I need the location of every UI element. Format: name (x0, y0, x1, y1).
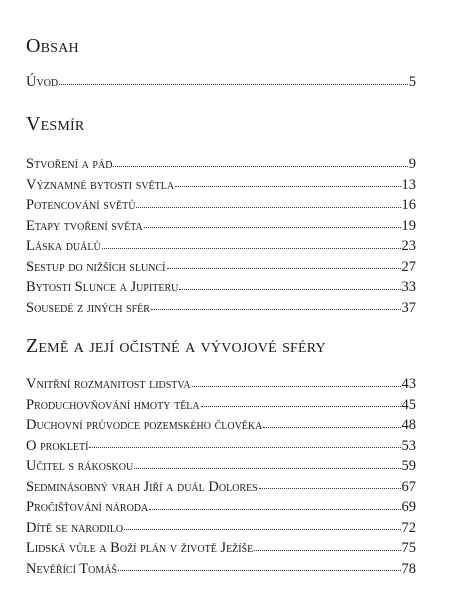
toc-entry-page: 59 (401, 458, 416, 474)
toc-entry[interactable] (26, 477, 416, 498)
dot-leader (263, 427, 400, 428)
toc-entry[interactable] (26, 257, 416, 278)
toc-entry-title: Bytosti Slunce a Jupiteru (26, 279, 179, 295)
toc-entry[interactable] (26, 456, 416, 477)
toc-entry-page: 72 (401, 519, 416, 536)
dot-leader (175, 186, 400, 187)
toc-entry-page: 43 (401, 376, 416, 392)
toc-entry-page: 48 (401, 417, 416, 433)
toc-entry[interactable] (26, 175, 416, 196)
toc-entry-page: 27 (401, 258, 416, 275)
toc-entry[interactable] (26, 395, 416, 416)
toc-entry[interactable] (26, 216, 416, 237)
toc-entry-page: 37 (401, 299, 416, 316)
toc-entry-title: Sedminásobný vrah Jiří a duál Dolores (26, 478, 258, 495)
toc-entry-page: 33 (401, 279, 416, 295)
toc-entry-title: Duchovní průvodce pozemského člověka (26, 417, 263, 433)
dot-leader (118, 570, 400, 571)
toc-entry-page: 16 (401, 197, 416, 213)
section-heading-zeme: Země a její očistné a vývojové sféry (26, 335, 326, 357)
dot-leader (151, 309, 401, 310)
toc-entry-title: Sestup do nižších sluncí (26, 258, 166, 275)
section-heading-vesmir: Vesmír (26, 113, 85, 135)
toc-entry-title: Sousedé z jiných sfér (26, 299, 150, 316)
toc-entry[interactable] (26, 154, 416, 175)
toc-entry[interactable] (26, 436, 416, 457)
dot-leader (89, 447, 400, 448)
toc-entry[interactable] (26, 415, 416, 436)
dot-leader (179, 289, 400, 290)
toc-entry[interactable] (26, 298, 416, 319)
toc-entry-page: 45 (401, 396, 416, 413)
toc-entry-page: 67 (401, 478, 416, 495)
toc-entry-page: 78 (401, 560, 416, 577)
toc-entry-title: Etapy tvoření světa (26, 217, 143, 234)
dot-leader (144, 227, 401, 228)
section-list-zeme (26, 374, 416, 579)
toc-entry-page: 19 (401, 217, 416, 234)
toc-entry-page: 75 (401, 540, 416, 556)
dot-leader (136, 207, 400, 208)
toc-entry[interactable] (26, 277, 416, 298)
toc-entry-title: Úvod (26, 74, 59, 90)
dot-leader (102, 248, 401, 249)
toc-entry-page: 5 (408, 74, 416, 90)
toc-entry-title: Potencování světů (26, 197, 136, 213)
toc-entry[interactable] (26, 236, 416, 257)
dot-leader (192, 386, 401, 387)
toc-entry-page: 23 (401, 238, 416, 254)
toc-entry[interactable] (26, 72, 416, 93)
intro-list (26, 72, 416, 93)
dot-leader (259, 488, 401, 489)
dot-leader (254, 550, 400, 551)
toc-entry[interactable] (26, 538, 416, 559)
dot-leader (113, 166, 407, 167)
toc-entry[interactable] (26, 559, 416, 580)
toc-entry-title: Dítě se narodilo (26, 519, 124, 536)
toc-entry-title: Pročišťování národa (26, 499, 149, 515)
toc-entry-title: Láska duálů (26, 238, 101, 254)
toc-entry-title: Vnitřní rozmanitost lidstva (26, 376, 191, 392)
dot-leader (59, 84, 408, 85)
dot-leader (149, 509, 400, 510)
toc-entry-page: 13 (401, 176, 416, 193)
toc-entry-page: 53 (401, 437, 416, 454)
toc-entry[interactable] (26, 195, 416, 216)
toc-entry-title: Nevěřící Tomáš (26, 560, 118, 577)
contents-heading: Obsah (26, 35, 79, 57)
dot-leader (201, 406, 401, 407)
toc-entry-title: O prokletí (26, 437, 89, 454)
section-list-vesmir (26, 154, 416, 318)
toc-entry-page: 69 (401, 499, 416, 515)
toc-entry[interactable] (26, 518, 416, 539)
toc-entry-title: Lidská vůle a Boží plán v životě Ježíše (26, 540, 254, 556)
toc-entry[interactable] (26, 374, 416, 395)
toc-entry-title: Stvoření a pád (26, 156, 113, 172)
dot-leader (167, 268, 401, 269)
toc-entry-title: Učitel s rákoskou (26, 458, 134, 474)
dot-leader (134, 468, 400, 469)
toc-entry[interactable] (26, 497, 416, 518)
toc-entry-title: Významné bytosti světla (26, 176, 175, 193)
dot-leader (124, 529, 400, 530)
toc-entry-page: 9 (408, 156, 416, 172)
toc-entry-title: Produchovňování hmoty těla (26, 396, 200, 413)
